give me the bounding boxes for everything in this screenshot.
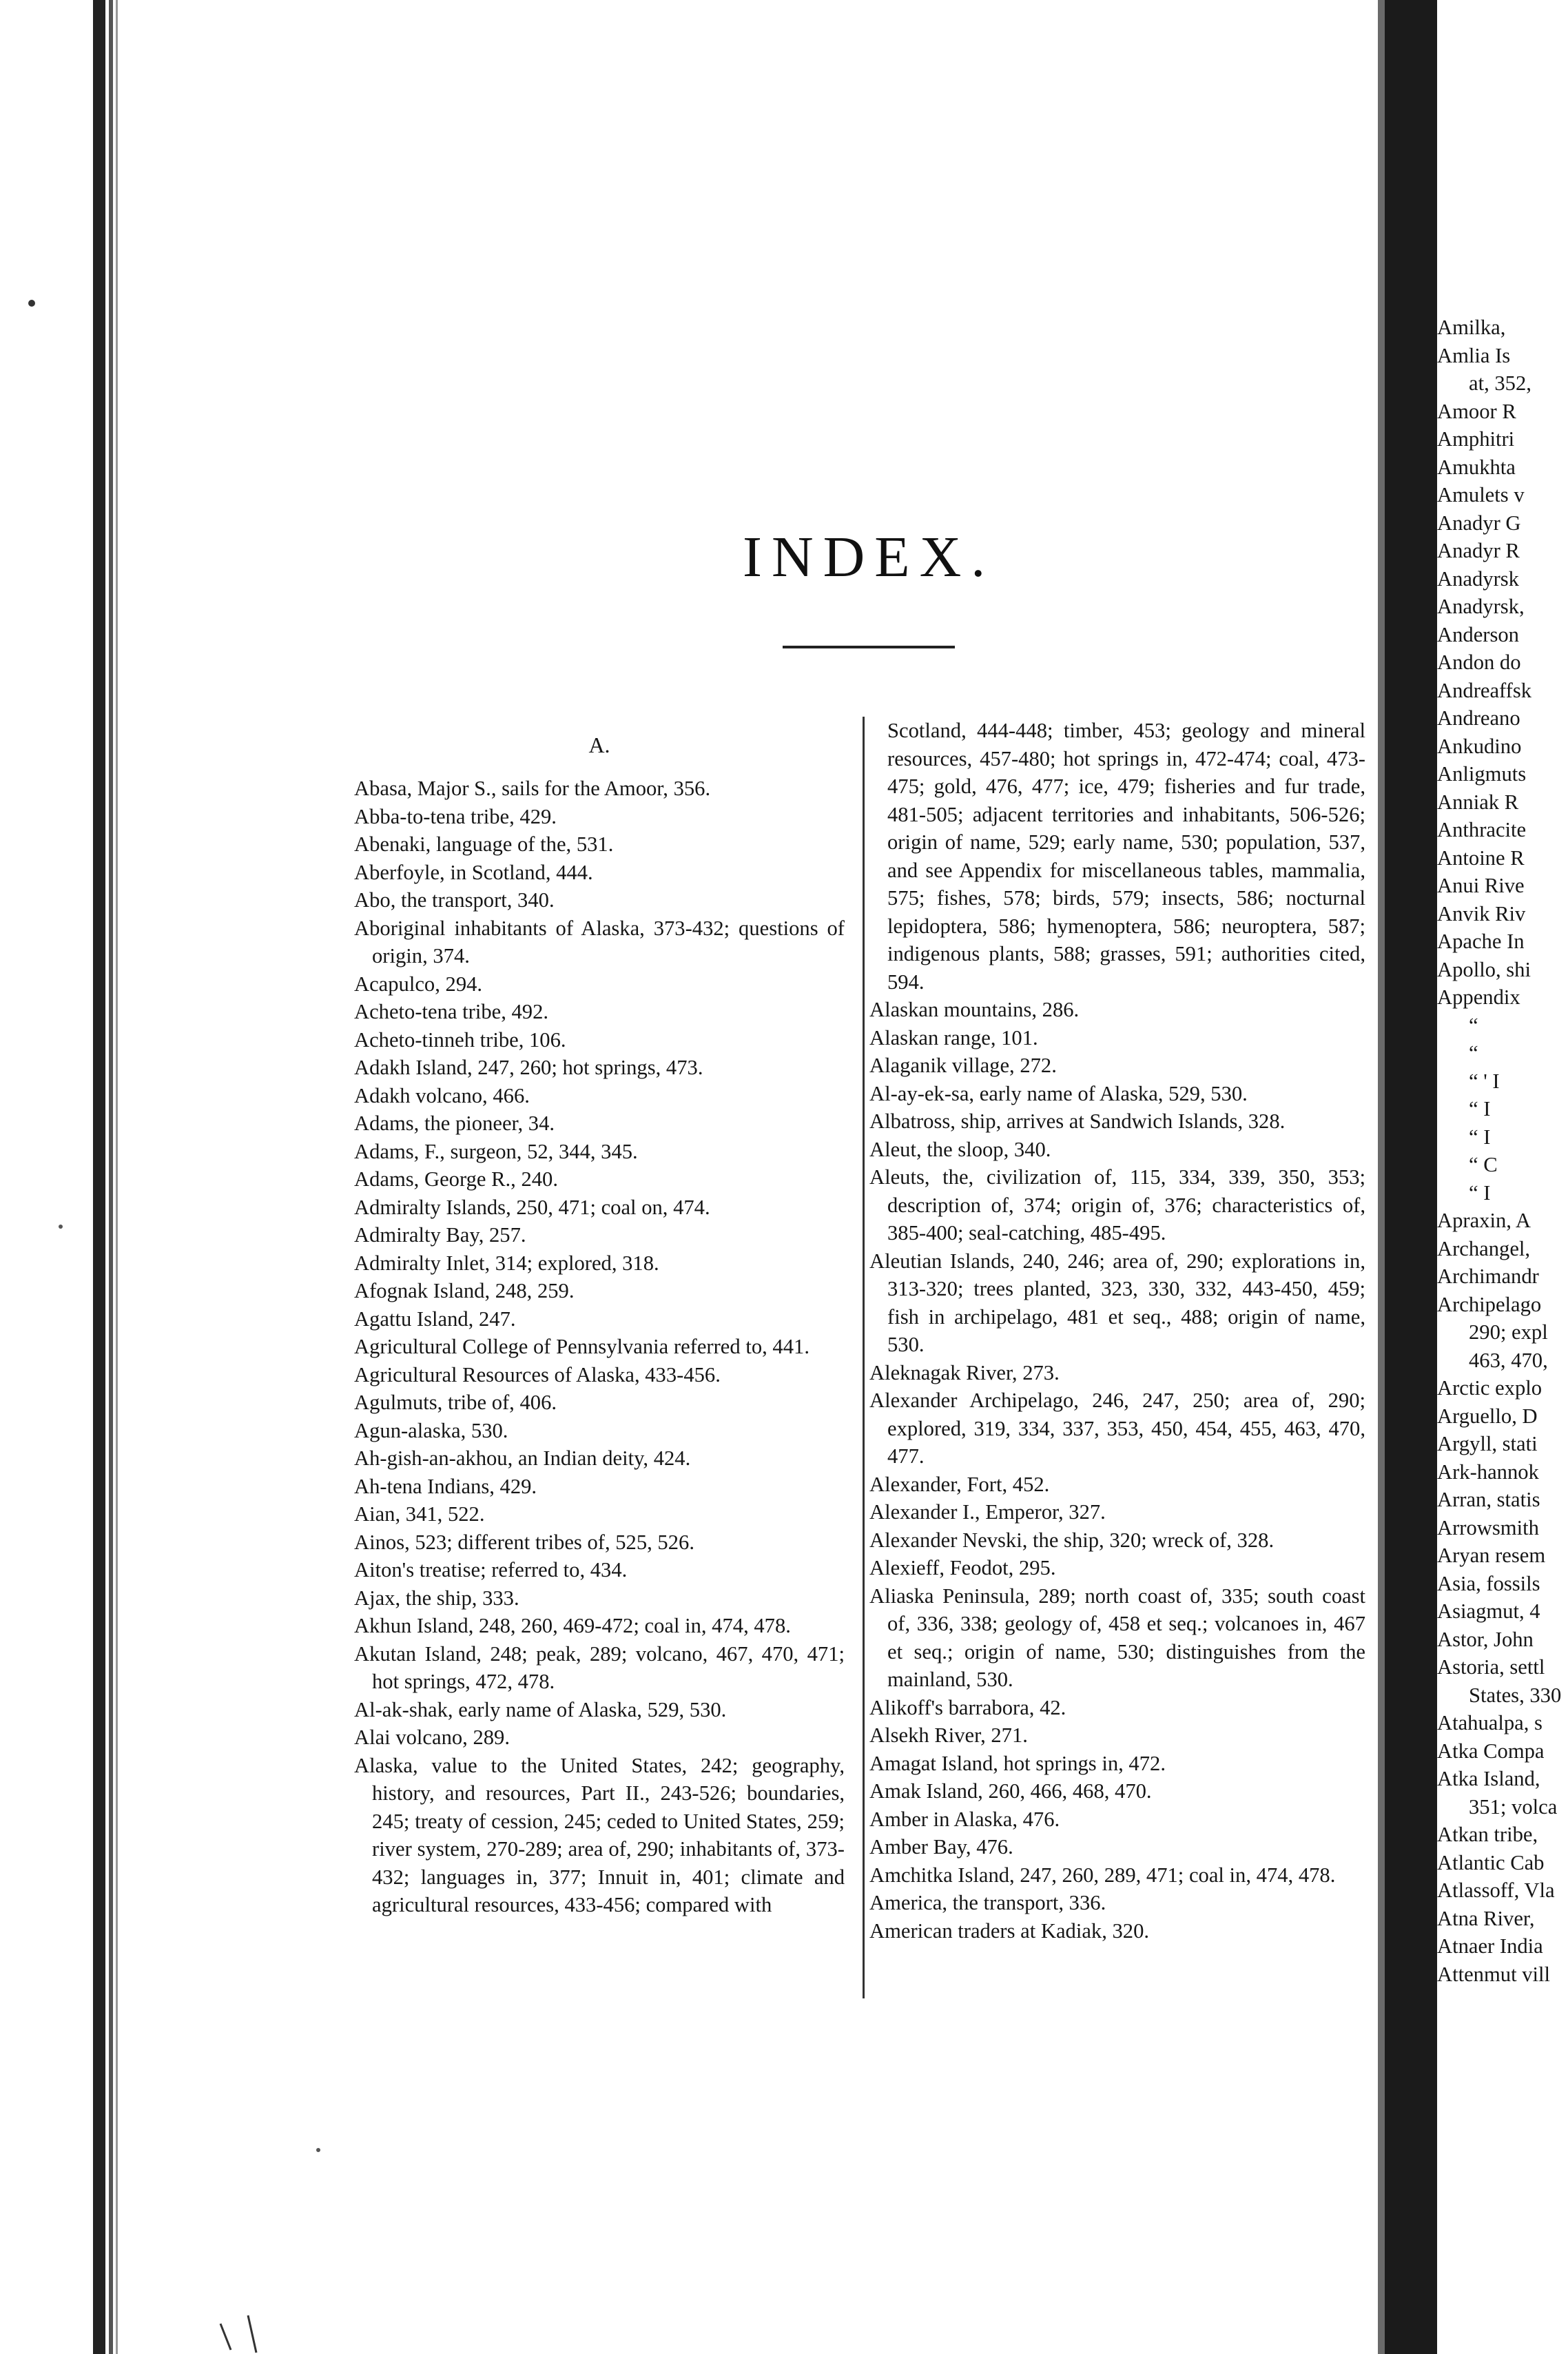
index-entry: Alexander Nevski, the ship, 320; wreck of, 328. xyxy=(869,1528,1275,1552)
index-entry: Agun-alaska, 530. xyxy=(354,1418,508,1442)
index-entry-fragment: Atka Compa xyxy=(1437,1739,1545,1763)
index-entry: Akutan Island, 248; peak, 289; volcano, 467, 470, 471; hot springs, 472, 478. xyxy=(354,1641,845,1693)
index-entry: Aleknagak River, 273. xyxy=(869,1360,1060,1384)
index-entry-fragment: Asiagmut, 4 xyxy=(1437,1599,1540,1623)
index-entry-fragment: Atlantic Cab xyxy=(1437,1850,1545,1874)
index-entry: Amak Island, 260, 466, 468, 470. xyxy=(869,1779,1152,1803)
index-entry-fragment: Archimandr xyxy=(1437,1265,1539,1288)
index-entry-fragment: Andon do xyxy=(1437,651,1521,674)
index-entry-fragment: Appendix xyxy=(1437,985,1520,1009)
index-entry: Amber Bay, 476. xyxy=(869,1835,1013,1859)
index-entry: Adakh volcano, 466. xyxy=(354,1083,530,1107)
speck xyxy=(220,2315,256,2353)
index-entry-fragment: Apache In xyxy=(1437,930,1525,953)
index-entry: Agattu Island, 247. xyxy=(354,1307,516,1331)
index-entry-fragment: “ I xyxy=(1469,1180,1491,1205)
index-entry-fragment: 463, 470, xyxy=(1469,1348,1548,1372)
index-entry-fragment: “ xyxy=(1469,1013,1478,1037)
index-entry-fragment: Antoine R xyxy=(1437,846,1525,870)
index-entry-fragment: Amukhta xyxy=(1437,455,1516,479)
index-entry-fragment: Astoria, settl xyxy=(1437,1655,1545,1679)
index-entry-fragment: Arran, statis xyxy=(1437,1488,1540,1511)
index-entry-fragment: Asia, fossils xyxy=(1437,1571,1540,1595)
index-entry-fragment: Apraxin, A xyxy=(1437,1209,1531,1232)
index-entry: Albatross, ship, arrives at Sandwich Islands, 328. xyxy=(869,1109,1286,1133)
index-entry-fragment: Amoor R xyxy=(1437,399,1516,423)
index-entry-fragment: Andreano xyxy=(1437,706,1520,730)
index-entry-fragment: Atlassoff, Vla xyxy=(1437,1879,1555,1902)
index-entry-fragment: Atna River, xyxy=(1437,1906,1535,1930)
index-entry: Alaskan mountains, 286. xyxy=(869,998,1080,1021)
index-entry: Aberfoyle, in Scotland, 444. xyxy=(354,860,593,884)
index-entry: Alexander, Fort, 452. xyxy=(869,1472,1050,1496)
index-entry-fragment: Atnaer India xyxy=(1437,1934,1543,1958)
speck xyxy=(316,2148,320,2152)
index-entry-fragment: Anderson xyxy=(1437,622,1519,646)
index-entry: Abo, the transport, 340. xyxy=(354,888,555,912)
index-entry-fragment: Archipelago xyxy=(1437,1292,1542,1316)
index-entry: Adams, George R., 240. xyxy=(354,1167,558,1191)
index-entry-fragment: Atka Island, xyxy=(1437,1767,1540,1790)
index-entry-fragment: Anvik Riv xyxy=(1437,901,1526,925)
index-entry: Agulmuts, tribe of, 406. xyxy=(354,1391,557,1414)
index-entry: Aleut, the sloop, 340. xyxy=(869,1137,1051,1161)
index-entry: Scotland, 444-448; timber, 453; geology and mineral resources, 457-480; hot springs in, 472-474; coal, 473-475; gold, 476, 477; ice, 479; fisheries and fur trade, 481-505; adjacent territories and inhabitants, 506-526; origin of name, 529; early name, 530; population, 537, and see Appendix for miscellaneous tables, mammalia, 575; fishes, 578; birds, 579; insects, 586; nocturnal lepidoptera, 586; hymenoptera, 586; neuroptera, 587; indigenous plants, 588; grasses, 591; authorities cited, 594. xyxy=(887,719,1365,994)
index-entry: Alikoff's barrabora, 42. xyxy=(869,1695,1066,1719)
index-entry: Admiralty Inlet, 314; explored, 318. xyxy=(354,1251,659,1275)
index-entry-fragment: 290; expl xyxy=(1469,1320,1548,1344)
index-entry: Afognak Island, 248, 259. xyxy=(354,1279,575,1302)
index-entry: Amchitka Island, 247, 260, 289, 471; coal in, 474, 478. xyxy=(869,1863,1336,1887)
index-entry-fragment: “ I xyxy=(1469,1097,1491,1120)
index-entry-fragment: Amlia Is xyxy=(1437,343,1511,367)
index-entry: Aliaska Peninsula, 289; north coast of, 335; south coast of, 336, 338; geology of, 458 et seq.; volcanoes in, 467 et seq.; origin of name, 530; distinguishes from the mainland, 530. xyxy=(869,1584,1365,1691)
index-entry-fragment: Arctic explo xyxy=(1437,1376,1543,1400)
index-entry: Aiton's treatise; referred to, 434. xyxy=(354,1558,628,1582)
index-entry-fragment: Anadyr R xyxy=(1437,539,1520,562)
index-entry: Adakh Island, 247, 260; hot springs, 473. xyxy=(354,1056,703,1079)
index-entry: Aboriginal inhabitants of Alaska, 373-432; questions of origin, 374. xyxy=(354,916,845,968)
index-entry: Alaska, value to the United States, 242; geography, history, and resources, Part II., 243-526; boundaries, 245; treaty of cession, 245; ceded to United States, 259; river system, 270-289; area of, 290; inhabitants of, 373-432; languages in, 377; Innuit in, 401; climate and agricultural resources, 433-456; compared with xyxy=(354,1753,845,1916)
index-entry-fragment: Amulets v xyxy=(1437,483,1525,506)
index-entry: Abasa, Major S., sails for the Amoor, 356. xyxy=(354,777,711,800)
index-entry: Aian, 341, 522. xyxy=(354,1502,485,1526)
index-entry-fragment: “ xyxy=(1469,1041,1478,1065)
index-entry-fragment: Atkan tribe, xyxy=(1437,1823,1538,1846)
index-entry: Amagat Island, hot springs in, 472. xyxy=(869,1751,1166,1775)
index-entry-fragment: Apollo, shi xyxy=(1437,957,1531,981)
index-entry-fragment: Anadyrsk xyxy=(1437,566,1519,591)
index-entry: Akhun Island, 248, 260, 469-472; coal in, 474, 478. xyxy=(354,1614,791,1637)
index-entry: Admiralty Bay, 257. xyxy=(354,1223,526,1247)
index-entry: Al-ak-shak, early name of Alaska, 529, 530. xyxy=(354,1697,727,1721)
index-entry: Aleuts, the, civilization of, 115, 334, 339, 350, 353; description of, 374; origin of, 376; characteristics of, 385-400; seal-catching, 485-495. xyxy=(869,1165,1365,1245)
index-entry: Ajax, the ship, 333. xyxy=(354,1586,519,1610)
index-entry: Adams, F., surgeon, 52, 344, 345. xyxy=(354,1139,638,1163)
index-entry-fragment: Anligmuts xyxy=(1437,762,1527,786)
index-entry: Ah-gish-an-akhou, an Indian deity, 424. xyxy=(354,1446,691,1470)
index-entry: Acheto-tena tribe, 492. xyxy=(354,1000,549,1023)
index-entry: Abenaki, language of the, 531. xyxy=(354,832,614,856)
index-entry-fragment: “ I xyxy=(1469,1125,1491,1149)
index-entry: Alaganik village, 272. xyxy=(869,1054,1057,1077)
index-entry-fragment: Amphitri xyxy=(1437,427,1515,451)
index-entry: Acheto-tinneh tribe, 106. xyxy=(354,1027,566,1052)
index-entry-fragment: Anniak R xyxy=(1437,790,1519,814)
index-entry: Agricultural College of Pennsylvania referred to, 441. xyxy=(354,1335,809,1358)
index-entry: Alsekh River, 271. xyxy=(869,1723,1028,1747)
index-entry: Al-ay-ek-sa, early name of Alaska, 529, 530. xyxy=(869,1081,1248,1105)
index-entry-fragment: “ ' I xyxy=(1469,1069,1500,1093)
index-entry: Admiralty Islands, 250, 471; coal on, 474. xyxy=(354,1195,710,1219)
index-entry-fragment: 351; volca xyxy=(1469,1794,1558,1819)
index-entry-fragment: Anadyrsk, xyxy=(1437,595,1525,618)
index-entry: Abba-to-tena tribe, 429. xyxy=(354,804,557,828)
index-entry-fragment: Arrowsmith xyxy=(1437,1515,1539,1539)
section-letter: A. xyxy=(588,733,610,757)
index-entry: Aleutian Islands, 240, 246; area of, 290; explorations in, 313-320; trees planted, 323, 330, 332, 443-450, 459; fish in archipelago, 481 et seq., 488; origin of name, 530. xyxy=(869,1249,1365,1356)
index-entry: Alexieff, Feodot, 295. xyxy=(869,1556,1056,1579)
page-title: INDEX. xyxy=(743,525,996,589)
index-entry: Alexander Archipelago, 246, 247, 250; area of, 290; explored, 319, 334, 337, 353, 450, 454, 455, 463, 470, 477. xyxy=(869,1389,1365,1468)
index-entry: America, the transport, 336. xyxy=(869,1891,1106,1914)
index-entry-fragment: Aryan resem xyxy=(1437,1544,1546,1567)
index-entry-fragment: at, 352, xyxy=(1469,371,1531,395)
index-entry: Alai volcano, 289. xyxy=(354,1726,510,1749)
index-entry-fragment: Anui Rive xyxy=(1437,874,1525,897)
index-entry: Alexander I., Emperor, 327. xyxy=(869,1500,1106,1524)
speck xyxy=(28,300,35,307)
index-entry-fragment: Amilka, xyxy=(1437,316,1506,339)
index-entry-fragment: Ankudino xyxy=(1437,734,1522,758)
index-entry: Ainos, 523; different tribes of, 525, 526. xyxy=(354,1530,694,1554)
index-entry: Alaskan range, 101. xyxy=(869,1025,1038,1050)
index-entry: American traders at Kadiak, 320. xyxy=(869,1918,1150,1943)
index-entry: Adams, the pioneer, 34. xyxy=(354,1112,555,1135)
index-entry-fragment: Arguello, D xyxy=(1437,1404,1538,1428)
index-entry: Agricultural Resources of Alaska, 433-456. xyxy=(354,1362,721,1386)
index-entry-fragment: “ C xyxy=(1469,1153,1498,1176)
index-entry-fragment: Argyll, stati xyxy=(1437,1432,1538,1455)
index-entry-fragment: States, 330 xyxy=(1469,1683,1562,1707)
index-entry-fragment: Anadyr G xyxy=(1437,511,1521,535)
index-entry-fragment: Astor, John xyxy=(1437,1627,1534,1651)
index-entry-fragment: Andreaffsk xyxy=(1437,678,1532,702)
index-entry-fragment: Attenmut vill xyxy=(1437,1962,1551,1986)
index-entry: Ah-tena Indians, 429. xyxy=(354,1474,537,1498)
index-entry-fragment: Anthracite xyxy=(1437,818,1527,841)
speck xyxy=(59,1225,63,1229)
index-entry-fragment: Ark-hannok xyxy=(1437,1460,1539,1484)
index-entry: Amber in Alaska, 476. xyxy=(869,1807,1060,1831)
index-entry: Acapulco, 294. xyxy=(354,972,483,996)
index-entry-fragment: Archangel, xyxy=(1437,1236,1531,1260)
index-entry-fragment: Atahualpa, s xyxy=(1437,1711,1543,1734)
